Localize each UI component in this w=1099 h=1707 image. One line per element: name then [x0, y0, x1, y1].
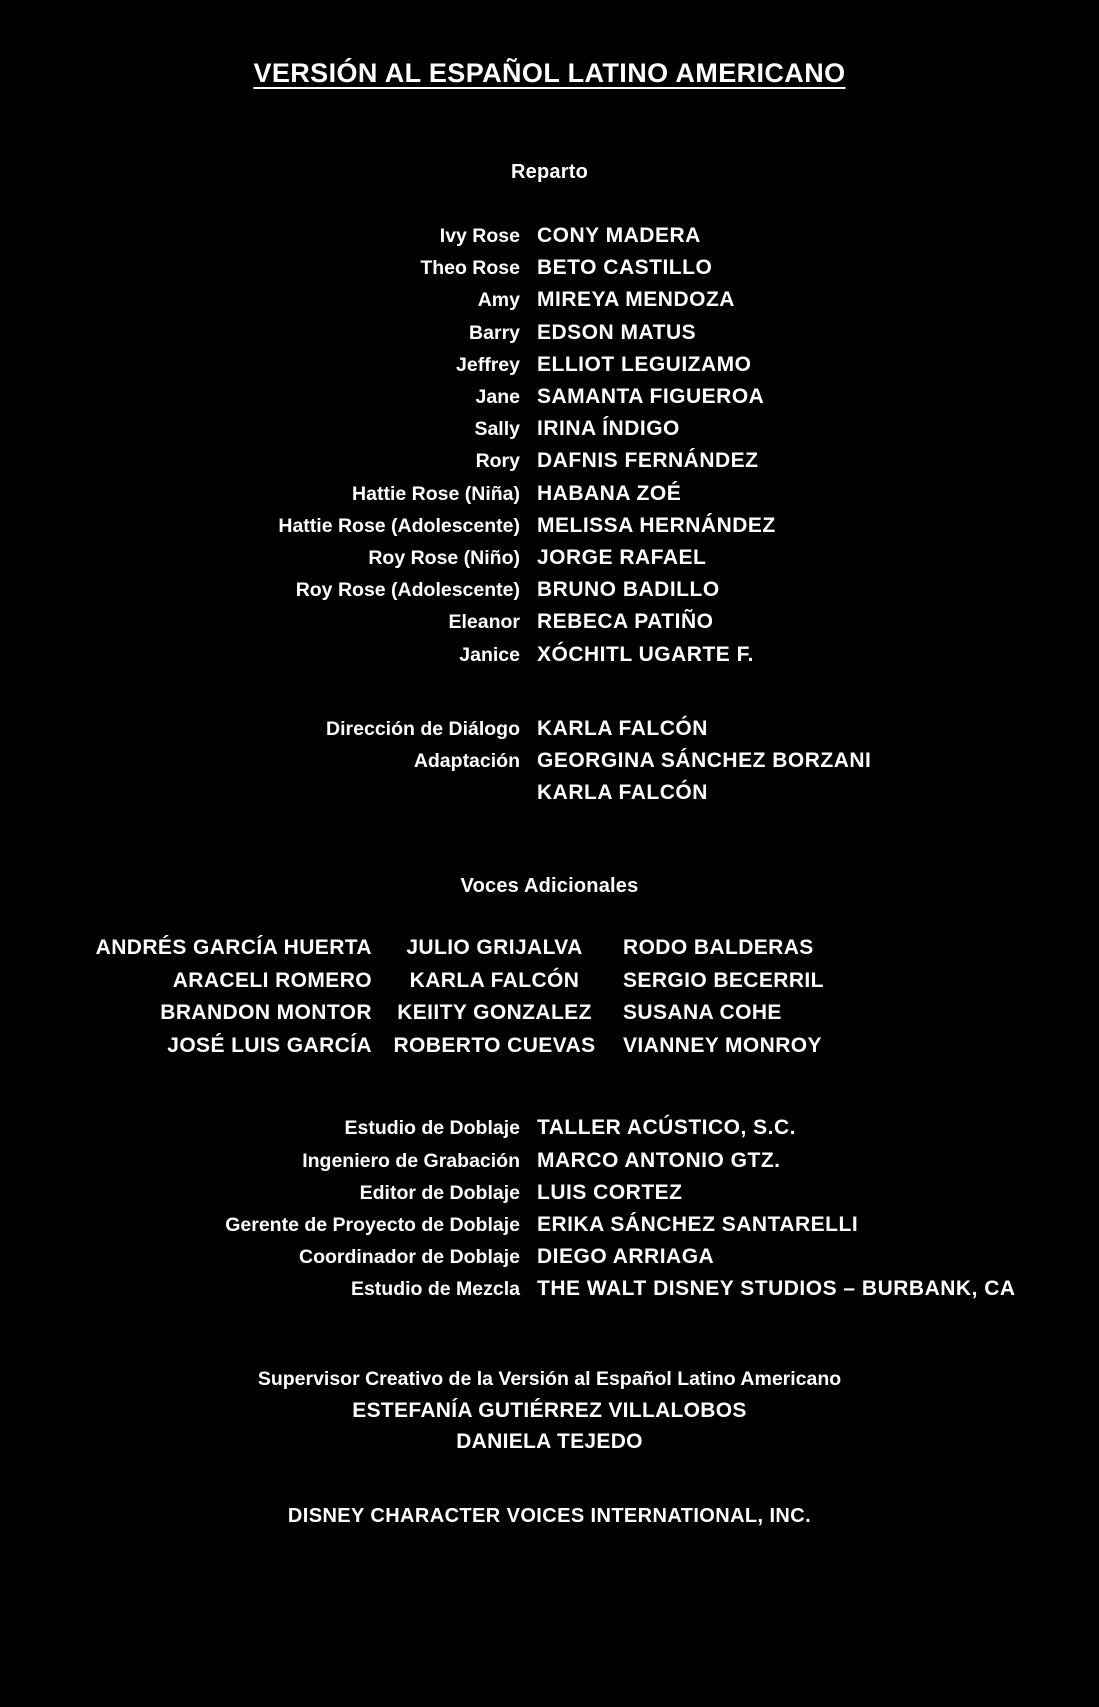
supervisor-name: DANIELA TEJEDO — [456, 1429, 643, 1453]
studio-value: MARCO ANTONIO GTZ. — [537, 1148, 781, 1172]
cast-actor: REBECA PATIÑO — [537, 610, 714, 634]
direction-name: KARLA FALCÓN — [537, 781, 708, 805]
cast-role: Theo Rose — [420, 257, 520, 280]
voice-name: VIANNEY MONROY — [623, 1033, 822, 1057]
cast-role: Sally — [474, 418, 520, 441]
cast-row — [0, 381, 1099, 413]
cast-row — [0, 284, 1099, 316]
studio-role: Editor de Doblaje — [359, 1181, 520, 1204]
direction-row — [0, 777, 1099, 809]
section-heading-additional-voices: Voces Adicionales — [460, 875, 639, 898]
section-heading-cast: Reparto — [511, 161, 588, 183]
cast-role: Roy Rose (Adolescente) — [295, 579, 520, 602]
cast-role: Jane — [475, 386, 520, 409]
supervisor-label: Supervisor Creativo de la Versión al Español Latino Americano — [257, 1367, 842, 1390]
cast-list — [0, 220, 1099, 671]
supervisor-name: ESTEFANÍA GUTIÉRREZ VILLALOBOS — [352, 1398, 747, 1422]
studio-role: Estudio de Doblaje — [344, 1117, 520, 1140]
studio-role: Ingeniero de Grabación — [302, 1149, 520, 1172]
cast-row — [0, 252, 1099, 284]
studio-row — [0, 1273, 1099, 1305]
studio-value: DIEGO ARRIAGA — [537, 1245, 715, 1269]
studio-row — [0, 1209, 1099, 1241]
studio-value: THE WALT DISNEY STUDIOS – BURBANK, CA — [537, 1277, 1016, 1301]
cast-role: Hattie Rose (Niña) — [352, 482, 520, 505]
studio-row — [0, 1177, 1099, 1209]
cast-actor: BETO CASTILLO — [537, 256, 713, 280]
cast-role: Amy — [477, 289, 520, 312]
studio-row — [0, 1241, 1099, 1273]
cast-row — [0, 317, 1099, 349]
studio-role: Gerente de Proyecto de Doblaje — [225, 1214, 520, 1237]
cast-row — [0, 413, 1099, 445]
cast-row — [0, 220, 1099, 252]
studio-role: Estudio de Mezcla — [350, 1278, 520, 1301]
voice-name: KARLA FALCÓN — [409, 968, 580, 992]
studio-value: ERIKA SÁNCHEZ SANTARELLI — [537, 1213, 859, 1237]
cast-actor: CONY MADERA — [537, 224, 701, 247]
cast-actor: ELLIOT LEGUIZAMO — [537, 352, 752, 376]
studio-value: TALLER ACÚSTICO, S.C. — [537, 1116, 796, 1140]
supervisor-block — [0, 1364, 1099, 1457]
voice-name: RODO BALDERAS — [623, 936, 814, 960]
voice-name: SERGIO BECERRIL — [623, 968, 824, 992]
cast-role: Rory — [475, 450, 520, 473]
voice-name: BRANDON MONTOR — [160, 1001, 372, 1025]
voice-name: ROBERTO CUEVAS — [393, 1033, 596, 1057]
studio-credits-list — [0, 1112, 1099, 1305]
cast-role: Eleanor — [448, 611, 520, 634]
cast-actor: BRUNO BADILLO — [537, 578, 720, 602]
cast-role: Ivy Rose — [439, 225, 520, 247]
studio-value: LUIS CORTEZ — [537, 1180, 683, 1204]
cast-row — [0, 542, 1099, 574]
cast-actor: MIREYA MENDOZA — [537, 288, 735, 312]
cast-actor: XÓCHITL UGARTE F. — [537, 642, 754, 666]
cast-row — [0, 445, 1099, 477]
direction-role: Dirección de Diálogo — [326, 717, 520, 740]
direction-row — [0, 745, 1099, 777]
cast-actor: IRINA ÍNDIGO — [537, 417, 680, 441]
voice-name: ARACELI ROMERO — [172, 968, 372, 992]
credits-page — [0, 58, 1099, 1707]
direction-name: GEORGINA SÁNCHEZ BORZANI — [537, 749, 872, 773]
cast-role: Hattie Rose (Adolescente) — [278, 514, 520, 537]
direction-row — [0, 713, 1099, 745]
additional-voices-grid — [0, 932, 1099, 1062]
cast-actor: JORGE RAFAEL — [537, 546, 707, 570]
cast-row — [0, 510, 1099, 542]
direction-role: Adaptación — [413, 750, 520, 773]
voice-name: SUSANA COHE — [623, 1001, 782, 1025]
cast-row — [0, 606, 1099, 638]
studio-row — [0, 1145, 1099, 1177]
direction-name: KARLA FALCÓN — [537, 716, 708, 740]
cast-row — [0, 478, 1099, 510]
company-credit: DISNEY CHARACTER VOICES INTERNATIONAL, INC. — [287, 1504, 812, 1527]
cast-row — [0, 349, 1099, 381]
cast-row — [0, 574, 1099, 606]
cast-actor: DAFNIS FERNÁNDEZ — [537, 449, 759, 473]
voice-name: KEIITY GONZALEZ — [397, 1001, 592, 1025]
studio-role: Coordinador de Doblaje — [298, 1246, 520, 1269]
voice-name: JOSÉ LUIS GARCÍA — [167, 1033, 372, 1057]
cast-role: Roy Rose (Niño) — [368, 547, 520, 570]
cast-row — [0, 639, 1099, 671]
cast-actor: MELISSA HERNÁNDEZ — [537, 513, 776, 537]
voice-name: JULIO GRIJALVA — [406, 936, 583, 960]
studio-row — [0, 1112, 1099, 1144]
cast-actor: HABANA ZOÉ — [537, 481, 682, 505]
cast-actor: EDSON MATUS — [537, 320, 697, 344]
cast-actor: SAMANTA FIGUEROA — [537, 385, 765, 409]
direction-list — [0, 713, 1099, 810]
voice-name: ANDRÉS GARCÍA HUERTA — [95, 936, 372, 960]
cast-role: Jeffrey — [456, 353, 520, 376]
cast-role: Barry — [469, 321, 520, 344]
page-title: VERSIÓN AL ESPAÑOL LATINO AMERICANO — [253, 58, 846, 88]
cast-role: Janice — [459, 643, 520, 666]
